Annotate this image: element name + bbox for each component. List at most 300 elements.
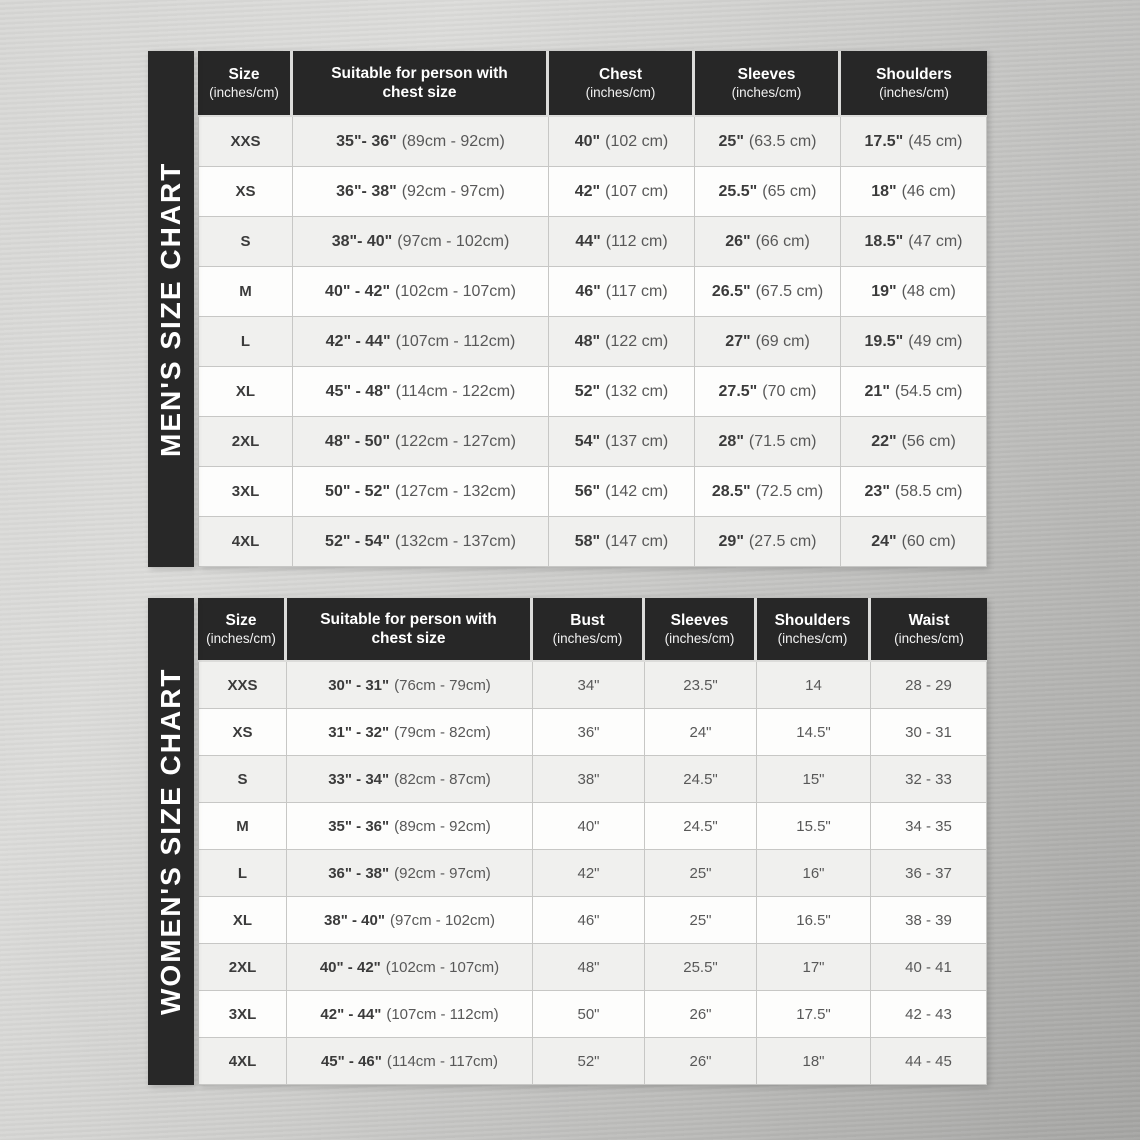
measurement-cell bbox=[287, 944, 533, 991]
value-cm: 48" bbox=[577, 958, 600, 976]
value-inches: M bbox=[239, 282, 252, 300]
value-cm: (47 cm) bbox=[908, 232, 963, 250]
measurement-cell bbox=[287, 850, 533, 897]
value-inches: 42" - 44" bbox=[325, 332, 391, 350]
measurement-cell bbox=[695, 167, 841, 217]
value-cm: (76cm - 79cm) bbox=[394, 676, 491, 694]
measurement-cell bbox=[287, 803, 533, 850]
womens-size-chart-section bbox=[148, 598, 987, 1085]
value-cm: (56 cm) bbox=[901, 432, 956, 450]
measurement-cell bbox=[533, 709, 645, 756]
mens-size-chart-section bbox=[148, 51, 987, 567]
column-header-sleeves bbox=[695, 51, 841, 117]
value-cm: (132 cm) bbox=[605, 382, 669, 400]
measurement-cell bbox=[841, 267, 987, 317]
value-inches: 23" bbox=[864, 482, 890, 500]
value-cm: 14 bbox=[805, 676, 822, 694]
measurement-cell bbox=[293, 267, 549, 317]
value-cm: (60 cm) bbox=[901, 532, 956, 550]
measurement-cell bbox=[871, 991, 987, 1038]
measurement-cell bbox=[871, 944, 987, 991]
column-title: Waist bbox=[908, 612, 950, 629]
measurement-cell bbox=[293, 217, 549, 267]
value-inches: L bbox=[240, 332, 251, 350]
measurement-cell bbox=[757, 662, 871, 709]
measurement-cell bbox=[841, 517, 987, 567]
column-title: Chest bbox=[598, 66, 643, 83]
size-label-cell bbox=[198, 467, 293, 517]
measurement-cell bbox=[645, 1038, 757, 1085]
column-title: Shoulders bbox=[876, 66, 952, 83]
column-title: Shoulders bbox=[774, 612, 851, 629]
value-inches: 4XL bbox=[228, 1052, 257, 1070]
measurement-cell bbox=[287, 756, 533, 803]
column-title: Sleeves bbox=[670, 612, 729, 629]
value-inches: M bbox=[236, 817, 249, 835]
measurement-cell bbox=[757, 756, 871, 803]
measurement-cell bbox=[645, 897, 757, 944]
value-inches: 26.5" bbox=[711, 282, 751, 300]
measurement-cell bbox=[549, 167, 695, 217]
value-cm: (70 cm) bbox=[762, 382, 817, 400]
value-cm: (54.5 cm) bbox=[894, 382, 963, 400]
measurement-cell bbox=[871, 709, 987, 756]
value-cm: 40" bbox=[577, 817, 600, 835]
value-inches: 21" bbox=[864, 382, 890, 400]
size-row bbox=[198, 944, 987, 991]
size-label-cell bbox=[198, 317, 293, 367]
size-row bbox=[198, 850, 987, 897]
measurement-cell bbox=[841, 467, 987, 517]
value-cm: (122 cm) bbox=[605, 332, 669, 350]
column-units: (inches/cm) bbox=[585, 85, 656, 100]
size-row bbox=[198, 117, 987, 167]
womens-chart-title: WOMEN'S SIZE CHART bbox=[155, 667, 186, 1016]
value-inches: 25" bbox=[718, 132, 744, 150]
measurement-cell bbox=[533, 756, 645, 803]
value-cm: (65 cm) bbox=[762, 182, 817, 200]
value-cm: 26" bbox=[689, 1052, 712, 1070]
value-cm: (107 cm) bbox=[605, 182, 669, 200]
value-cm: (142 cm) bbox=[605, 482, 669, 500]
value-cm: 36" bbox=[577, 723, 600, 741]
value-cm: (49 cm) bbox=[908, 332, 963, 350]
size-row bbox=[198, 897, 987, 944]
measurement-cell bbox=[757, 850, 871, 897]
measurement-cell bbox=[293, 117, 549, 167]
size-row bbox=[198, 417, 987, 467]
header-row bbox=[198, 51, 987, 117]
size-row bbox=[198, 803, 987, 850]
column-title: Suitable for person with bbox=[320, 611, 497, 628]
size-label-cell bbox=[198, 117, 293, 167]
column-units: (inches/cm) bbox=[777, 631, 848, 646]
column-units: (inches/cm) bbox=[552, 631, 623, 646]
measurement-cell bbox=[757, 991, 871, 1038]
value-inches: 18.5" bbox=[864, 232, 904, 250]
measurement-cell bbox=[757, 1038, 871, 1085]
size-label-cell bbox=[198, 662, 287, 709]
column-units: (inches/cm) bbox=[209, 85, 279, 100]
value-cm: (102cm - 107cm) bbox=[385, 958, 500, 976]
column-header-chest bbox=[549, 51, 695, 117]
value-cm: (45 cm) bbox=[908, 132, 963, 150]
value-cm: (97cm - 102cm) bbox=[397, 232, 510, 250]
value-inches: XXS bbox=[230, 132, 261, 150]
measurement-cell bbox=[841, 367, 987, 417]
value-inches: 2XL bbox=[228, 958, 257, 976]
column-header-sleeves bbox=[645, 598, 757, 662]
column-units: (inches/cm) bbox=[894, 631, 964, 646]
value-inches: XXS bbox=[227, 676, 258, 694]
value-cm: (89cm - 92cm) bbox=[394, 817, 491, 835]
value-inches: 18" bbox=[871, 182, 897, 200]
column-header-size bbox=[198, 51, 293, 117]
measurement-cell bbox=[293, 517, 549, 567]
value-inches: 29" bbox=[718, 532, 744, 550]
value-cm: (117 cm) bbox=[605, 282, 668, 300]
measurement-cell bbox=[841, 117, 987, 167]
value-cm: (102 cm) bbox=[605, 132, 669, 150]
value-inches: 42" bbox=[574, 182, 601, 200]
value-inches: 54" bbox=[574, 432, 601, 450]
measurement-cell bbox=[757, 709, 871, 756]
measurement-cell bbox=[695, 367, 841, 417]
measurement-cell bbox=[645, 662, 757, 709]
value-cm: (92cm - 97cm) bbox=[394, 864, 491, 882]
value-inches: 38"- 40" bbox=[331, 232, 393, 250]
column-title: Size bbox=[225, 612, 257, 629]
size-label-cell bbox=[198, 803, 287, 850]
value-cm: (127cm - 132cm) bbox=[395, 482, 516, 500]
measurement-cell bbox=[871, 1038, 987, 1085]
value-cm: 38 - 39 bbox=[905, 911, 952, 929]
value-cm: (97cm - 102cm) bbox=[389, 911, 495, 929]
value-inches: 40" - 42" bbox=[319, 958, 381, 976]
measurement-cell bbox=[533, 850, 645, 897]
value-cm: (147 cm) bbox=[605, 532, 669, 550]
value-cm: 46" bbox=[577, 911, 600, 929]
measurement-cell bbox=[533, 991, 645, 1038]
value-cm: 34 - 35 bbox=[905, 817, 952, 835]
value-inches: 26" bbox=[725, 232, 751, 250]
measurement-cell bbox=[871, 662, 987, 709]
value-inches: XS bbox=[235, 182, 256, 200]
column-header-size bbox=[198, 598, 287, 662]
size-label-cell bbox=[198, 756, 287, 803]
column-header-waist bbox=[871, 598, 987, 662]
measurement-cell bbox=[645, 756, 757, 803]
measurement-cell bbox=[645, 803, 757, 850]
size-row bbox=[198, 517, 987, 567]
measurement-cell bbox=[695, 217, 841, 267]
measurement-cell bbox=[533, 1038, 645, 1085]
measurement-cell bbox=[645, 709, 757, 756]
measurement-cell bbox=[841, 217, 987, 267]
size-row bbox=[198, 367, 987, 417]
value-cm: 14.5" bbox=[796, 723, 831, 741]
value-cm: 42 - 43 bbox=[905, 1005, 952, 1023]
value-inches: 52" - 54" bbox=[325, 532, 391, 550]
value-inches: 19.5" bbox=[864, 332, 904, 350]
column-title: Suitable for person with bbox=[331, 65, 508, 82]
measurement-cell bbox=[287, 1038, 533, 1085]
value-inches: S bbox=[237, 770, 248, 788]
value-inches: XL bbox=[235, 382, 256, 400]
value-cm: (137 cm) bbox=[605, 432, 669, 450]
measurement-cell bbox=[841, 417, 987, 467]
value-cm: (107cm - 112cm) bbox=[386, 1005, 499, 1023]
value-cm: 24.5" bbox=[683, 770, 718, 788]
value-inches: 35" - 36" bbox=[328, 817, 390, 835]
value-cm: 16.5" bbox=[796, 911, 831, 929]
measurement-cell bbox=[871, 850, 987, 897]
measurement-cell bbox=[871, 897, 987, 944]
value-inches: 3XL bbox=[228, 1005, 257, 1023]
womens-size-table bbox=[198, 598, 987, 1085]
value-inches: 27.5" bbox=[718, 382, 758, 400]
value-inches: 45" - 48" bbox=[325, 382, 391, 400]
column-title: chest size bbox=[371, 630, 446, 647]
measurement-cell bbox=[841, 317, 987, 367]
measurement-cell bbox=[549, 217, 695, 267]
measurement-cell bbox=[287, 662, 533, 709]
value-inches: 56" bbox=[574, 482, 601, 500]
value-cm: (89cm - 92cm) bbox=[401, 132, 505, 150]
measurement-cell bbox=[695, 417, 841, 467]
value-cm: (72.5 cm) bbox=[755, 482, 824, 500]
measurement-cell bbox=[293, 417, 549, 467]
value-cm: (112 cm) bbox=[605, 232, 668, 250]
size-label-cell bbox=[198, 417, 293, 467]
value-inches: 46" bbox=[575, 282, 601, 300]
size-label-cell bbox=[198, 167, 293, 217]
size-row bbox=[198, 662, 987, 709]
value-cm: (69 cm) bbox=[755, 332, 810, 350]
measurement-cell bbox=[757, 897, 871, 944]
value-cm: 15" bbox=[802, 770, 825, 788]
column-header-shoulders bbox=[757, 598, 871, 662]
value-inches: 58" bbox=[574, 532, 601, 550]
value-cm: (46 cm) bbox=[901, 182, 956, 200]
value-cm: (102cm - 107cm) bbox=[395, 282, 516, 300]
size-label-cell bbox=[198, 897, 287, 944]
value-cm: 24.5" bbox=[683, 817, 718, 835]
value-cm: (92cm - 97cm) bbox=[401, 182, 505, 200]
value-inches: 48" - 50" bbox=[325, 432, 391, 450]
value-cm: (132cm - 137cm) bbox=[395, 532, 516, 550]
column-units: (inches/cm) bbox=[206, 631, 276, 646]
value-inches: 35"- 36" bbox=[336, 132, 397, 150]
size-label-cell bbox=[198, 367, 293, 417]
size-label-cell bbox=[198, 944, 287, 991]
measurement-cell bbox=[533, 803, 645, 850]
value-cm: 16" bbox=[802, 864, 825, 882]
value-inches: 52" bbox=[574, 382, 601, 400]
value-cm: 28 - 29 bbox=[905, 676, 952, 694]
value-inches: 2XL bbox=[231, 432, 260, 450]
measurement-cell bbox=[549, 117, 695, 167]
measurement-cell bbox=[757, 944, 871, 991]
column-title: chest size bbox=[382, 84, 457, 101]
value-inches: 25.5" bbox=[718, 182, 758, 200]
value-inches: 36"- 38" bbox=[336, 182, 397, 200]
measurement-cell bbox=[293, 317, 549, 367]
size-label-cell bbox=[198, 1038, 287, 1085]
value-inches: 40" - 42" bbox=[325, 282, 391, 300]
column-header-suitable bbox=[287, 598, 533, 662]
column-header-suitable bbox=[293, 51, 549, 117]
value-inches: 44" bbox=[575, 232, 601, 250]
size-label-cell bbox=[198, 850, 287, 897]
measurement-cell bbox=[871, 803, 987, 850]
value-cm: (48 cm) bbox=[901, 282, 956, 300]
measurement-cell bbox=[695, 317, 841, 367]
size-row bbox=[198, 991, 987, 1038]
measurement-cell bbox=[695, 517, 841, 567]
value-inches: 22" bbox=[871, 432, 897, 450]
column-header-bust bbox=[533, 598, 645, 662]
value-cm: 44 - 45 bbox=[905, 1052, 952, 1070]
value-cm: 24" bbox=[689, 723, 712, 741]
value-cm: 40 - 41 bbox=[905, 958, 952, 976]
measurement-cell bbox=[695, 467, 841, 517]
measurement-cell bbox=[841, 167, 987, 217]
value-cm: 30 - 31 bbox=[905, 723, 952, 741]
value-cm: 15.5" bbox=[796, 817, 831, 835]
value-inches: 19" bbox=[871, 282, 897, 300]
value-cm: (114cm - 117cm) bbox=[386, 1052, 499, 1070]
measurement-cell bbox=[645, 944, 757, 991]
value-inches: 45" - 46" bbox=[320, 1052, 382, 1070]
measurement-cell bbox=[549, 267, 695, 317]
value-cm: 17.5" bbox=[796, 1005, 831, 1023]
size-row bbox=[198, 217, 987, 267]
value-inches: 28" bbox=[718, 432, 744, 450]
value-cm: 18" bbox=[802, 1052, 825, 1070]
value-cm: 25.5" bbox=[683, 958, 718, 976]
value-cm: (27.5 cm) bbox=[748, 532, 817, 550]
size-row bbox=[198, 1038, 987, 1085]
value-inches: 4XL bbox=[231, 532, 260, 550]
column-units: (inches/cm) bbox=[731, 85, 802, 100]
measurement-cell bbox=[533, 944, 645, 991]
measurement-cell bbox=[293, 467, 549, 517]
womens-chart-side-bar bbox=[148, 598, 194, 1085]
value-cm: 38" bbox=[577, 770, 600, 788]
size-row bbox=[198, 709, 987, 756]
value-inches: 30" - 31" bbox=[328, 676, 390, 694]
size-label-cell bbox=[198, 991, 287, 1038]
value-cm: (67.5 cm) bbox=[755, 282, 824, 300]
measurement-cell bbox=[549, 417, 695, 467]
value-cm: 25" bbox=[689, 864, 712, 882]
value-cm: 34" bbox=[577, 676, 600, 694]
size-label-cell bbox=[198, 217, 293, 267]
measurement-cell bbox=[287, 709, 533, 756]
value-cm: 42" bbox=[577, 864, 600, 882]
value-cm: 23.5" bbox=[683, 676, 718, 694]
column-title: Sleeves bbox=[737, 66, 796, 83]
measurement-cell bbox=[293, 167, 549, 217]
measurement-cell bbox=[871, 756, 987, 803]
measurement-cell bbox=[533, 897, 645, 944]
value-inches: XL bbox=[232, 911, 253, 929]
value-inches: 36" - 38" bbox=[328, 864, 390, 882]
measurement-cell bbox=[549, 367, 695, 417]
mens-chart-title: MEN'S SIZE CHART bbox=[155, 161, 186, 457]
size-label-cell bbox=[198, 709, 287, 756]
measurement-cell bbox=[757, 803, 871, 850]
value-cm: (63.5 cm) bbox=[748, 132, 817, 150]
value-cm: 17" bbox=[802, 958, 825, 976]
value-inches: 3XL bbox=[231, 482, 260, 500]
measurement-cell bbox=[287, 991, 533, 1038]
value-cm: (82cm - 87cm) bbox=[394, 770, 491, 788]
size-label-cell bbox=[198, 517, 293, 567]
size-row bbox=[198, 756, 987, 803]
column-units: (inches/cm) bbox=[664, 631, 735, 646]
value-inches: 27" bbox=[725, 332, 751, 350]
value-cm: 32 - 33 bbox=[905, 770, 952, 788]
value-cm: (71.5 cm) bbox=[748, 432, 817, 450]
mens-chart-side-bar bbox=[148, 51, 194, 567]
value-inches: 42" - 44" bbox=[320, 1005, 382, 1023]
column-title: Size bbox=[228, 66, 260, 83]
value-inches: XS bbox=[232, 723, 253, 741]
value-cm: (58.5 cm) bbox=[894, 482, 963, 500]
measurement-cell bbox=[533, 662, 645, 709]
value-cm: (66 cm) bbox=[755, 232, 810, 250]
value-cm: (114cm - 122cm) bbox=[395, 382, 516, 400]
value-inches: 28.5" bbox=[711, 482, 751, 500]
measurement-cell bbox=[645, 850, 757, 897]
mens-size-table bbox=[198, 51, 987, 567]
column-title: Bust bbox=[570, 612, 605, 629]
column-header-shoulders bbox=[841, 51, 987, 117]
value-cm: 25" bbox=[689, 911, 712, 929]
measurement-cell bbox=[293, 367, 549, 417]
measurement-cell bbox=[549, 467, 695, 517]
value-cm: (107cm - 112cm) bbox=[395, 332, 516, 350]
value-inches: 48" bbox=[574, 332, 601, 350]
value-inches: 31" - 32" bbox=[328, 723, 390, 741]
size-label-cell bbox=[198, 267, 293, 317]
size-row bbox=[198, 267, 987, 317]
value-inches: 38" - 40" bbox=[324, 911, 385, 929]
value-cm: 50" bbox=[577, 1005, 600, 1023]
value-cm: 26" bbox=[689, 1005, 712, 1023]
value-cm: (79cm - 82cm) bbox=[394, 723, 491, 741]
header-row bbox=[198, 598, 987, 662]
value-inches: L bbox=[237, 864, 248, 882]
size-row bbox=[198, 317, 987, 367]
column-units: (inches/cm) bbox=[879, 85, 949, 100]
value-inches: 50" - 52" bbox=[325, 482, 391, 500]
measurement-cell bbox=[549, 517, 695, 567]
size-row bbox=[198, 467, 987, 517]
value-cm: (122cm - 127cm) bbox=[395, 432, 516, 450]
measurement-cell bbox=[695, 267, 841, 317]
value-inches: 17.5" bbox=[864, 132, 904, 150]
size-row bbox=[198, 167, 987, 217]
value-inches: 24" bbox=[871, 532, 897, 550]
measurement-cell bbox=[695, 117, 841, 167]
value-cm: 36 - 37 bbox=[905, 864, 952, 882]
value-inches: 33" - 34" bbox=[328, 770, 390, 788]
measurement-cell bbox=[549, 317, 695, 367]
measurement-cell bbox=[645, 991, 757, 1038]
